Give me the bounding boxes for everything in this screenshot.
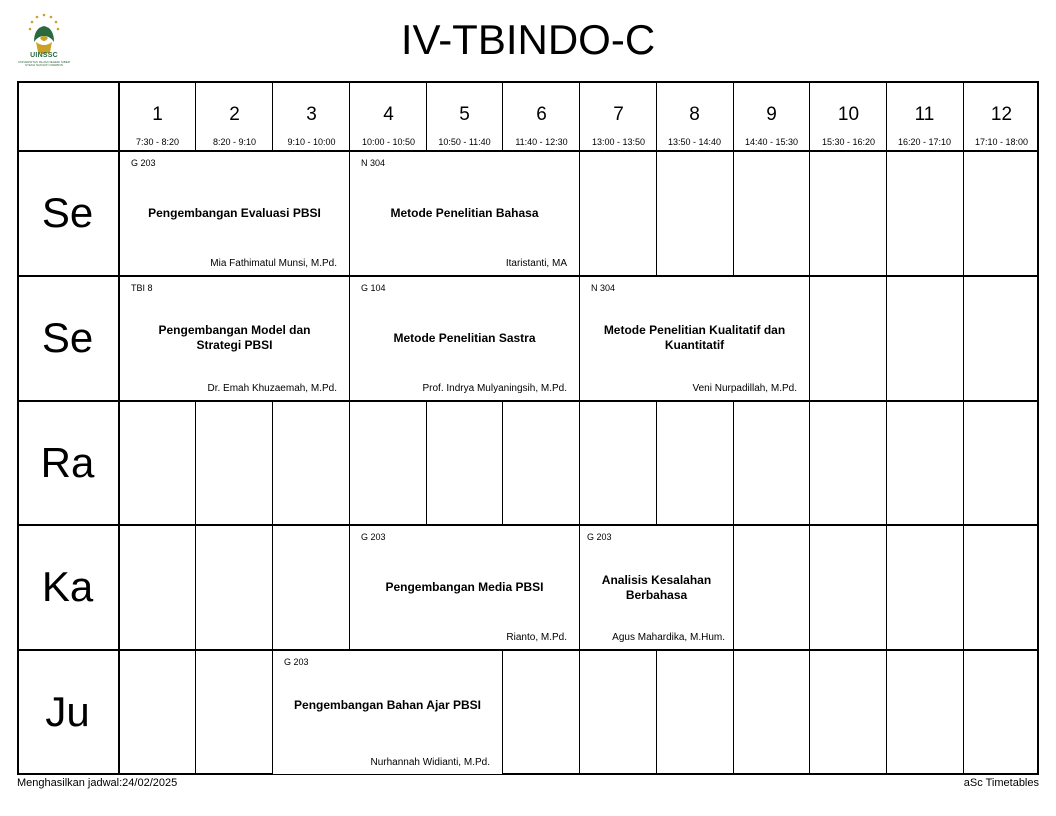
period-time: 15:30 - 16:20 xyxy=(821,137,876,147)
period-divider xyxy=(579,81,580,775)
lesson-teacher: Rianto, M.Pd. xyxy=(506,632,567,643)
lesson-card[interactable] xyxy=(350,277,579,400)
lesson-teacher: Nurhannah Widianti, M.Pd. xyxy=(370,757,490,768)
period-time: 16:20 - 17:10 xyxy=(897,137,952,147)
period-time: 14:40 - 15:30 xyxy=(744,137,799,147)
day-label: Ka xyxy=(41,563,94,610)
period-number: 10 xyxy=(837,104,860,125)
lesson-card[interactable] xyxy=(350,526,579,649)
period-divider xyxy=(733,81,734,775)
lesson-room: G 203 xyxy=(284,657,309,667)
period-time: 13:00 - 13:50 xyxy=(591,137,646,147)
period-time: 11:40 - 12:30 xyxy=(515,137,568,147)
period-number: 5 xyxy=(459,104,470,125)
lesson-room: N 304 xyxy=(361,158,386,168)
lesson-subject: Metode Penelitian Kualitatif dan Kuantitatif xyxy=(603,323,786,352)
period-number: 2 xyxy=(229,104,240,125)
lesson-room: G 203 xyxy=(587,532,612,542)
period-time: 10:50 - 11:40 xyxy=(438,137,491,147)
day-label: Ju xyxy=(45,688,90,735)
lesson-teacher: Itaristanti, MA xyxy=(505,258,567,269)
lesson-subject: Pengembangan Evaluasi PBSI xyxy=(148,206,321,220)
period-number: 3 xyxy=(306,104,317,125)
lesson-subject: Metode Penelitian Sastra xyxy=(393,331,536,345)
lesson-teacher: Veni Nurpadillah, M.Pd. xyxy=(692,383,797,394)
lesson-teacher: Mia Fathimatul Munsi, M.Pd. xyxy=(210,258,337,269)
period-divider xyxy=(963,81,964,775)
lesson-room: TBI 8 xyxy=(131,283,153,293)
lesson-teacher: Agus Mahardika, M.Hum. xyxy=(612,632,725,643)
lesson-subject: Pengembangan Bahan Ajar PBSI xyxy=(294,698,481,712)
period-number: 11 xyxy=(914,104,935,125)
day-label: Se xyxy=(41,189,94,236)
lesson-card[interactable] xyxy=(120,277,349,400)
lesson-teacher: Prof. Indrya Mulyaningsih, M.Pd. xyxy=(422,383,567,394)
lesson-teacher: Dr. Emah Khuzaemah, M.Pd. xyxy=(207,383,337,394)
lesson-card[interactable] xyxy=(120,152,349,275)
period-time: 9:10 - 10:00 xyxy=(287,137,336,147)
lesson-room: G 203 xyxy=(131,158,156,168)
period-divider xyxy=(656,81,657,775)
lesson-subject: Metode Penelitian Bahasa xyxy=(390,206,539,220)
period-time: 7:30 - 8:20 xyxy=(135,137,180,147)
generated-date: Menghasilkan jadwal:24/02/2025 xyxy=(17,777,178,789)
lesson-room: G 203 xyxy=(361,532,386,542)
period-number: 7 xyxy=(613,104,624,125)
app-credit: aSc Timetables xyxy=(963,777,1039,789)
day-label: Ra xyxy=(40,439,95,486)
lesson-card[interactable] xyxy=(273,651,502,774)
period-time: 8:20 - 9:10 xyxy=(212,137,257,147)
period-time: 13:50 - 14:40 xyxy=(667,137,722,147)
period-divider xyxy=(886,81,887,775)
lesson-card[interactable] xyxy=(580,277,809,400)
period-time: 10:00 - 10:50 xyxy=(361,137,416,147)
lesson-room: N 304 xyxy=(591,283,616,293)
lesson-card[interactable] xyxy=(350,152,579,275)
period-divider xyxy=(809,81,810,775)
period-number: 8 xyxy=(689,104,700,125)
period-number: 12 xyxy=(990,104,1013,125)
logo-text: UINSSC xyxy=(30,52,58,59)
page-title: IV-TBINDO-C xyxy=(400,16,656,63)
period-number: 6 xyxy=(536,104,547,125)
lesson-subject: Analisis Kesalahan Berbahasa xyxy=(601,573,712,602)
period-number: 4 xyxy=(383,104,394,125)
lesson-subject: Pengembangan Media PBSI xyxy=(385,580,544,594)
logo-subtitle: UNIVERSITAS ISLAM NEGERI SIBER SYEKH NURJATI CIREBON xyxy=(18,60,70,67)
day-label: Se xyxy=(41,314,94,361)
period-time: 17:10 - 18:00 xyxy=(974,137,1029,147)
period-number: 9 xyxy=(766,104,777,125)
lesson-card[interactable] xyxy=(580,526,733,649)
lesson-room: G 104 xyxy=(361,283,386,293)
lesson-subject: Pengembangan Model dan Strategi PBSI xyxy=(158,323,311,352)
period-number: 1 xyxy=(152,104,163,125)
